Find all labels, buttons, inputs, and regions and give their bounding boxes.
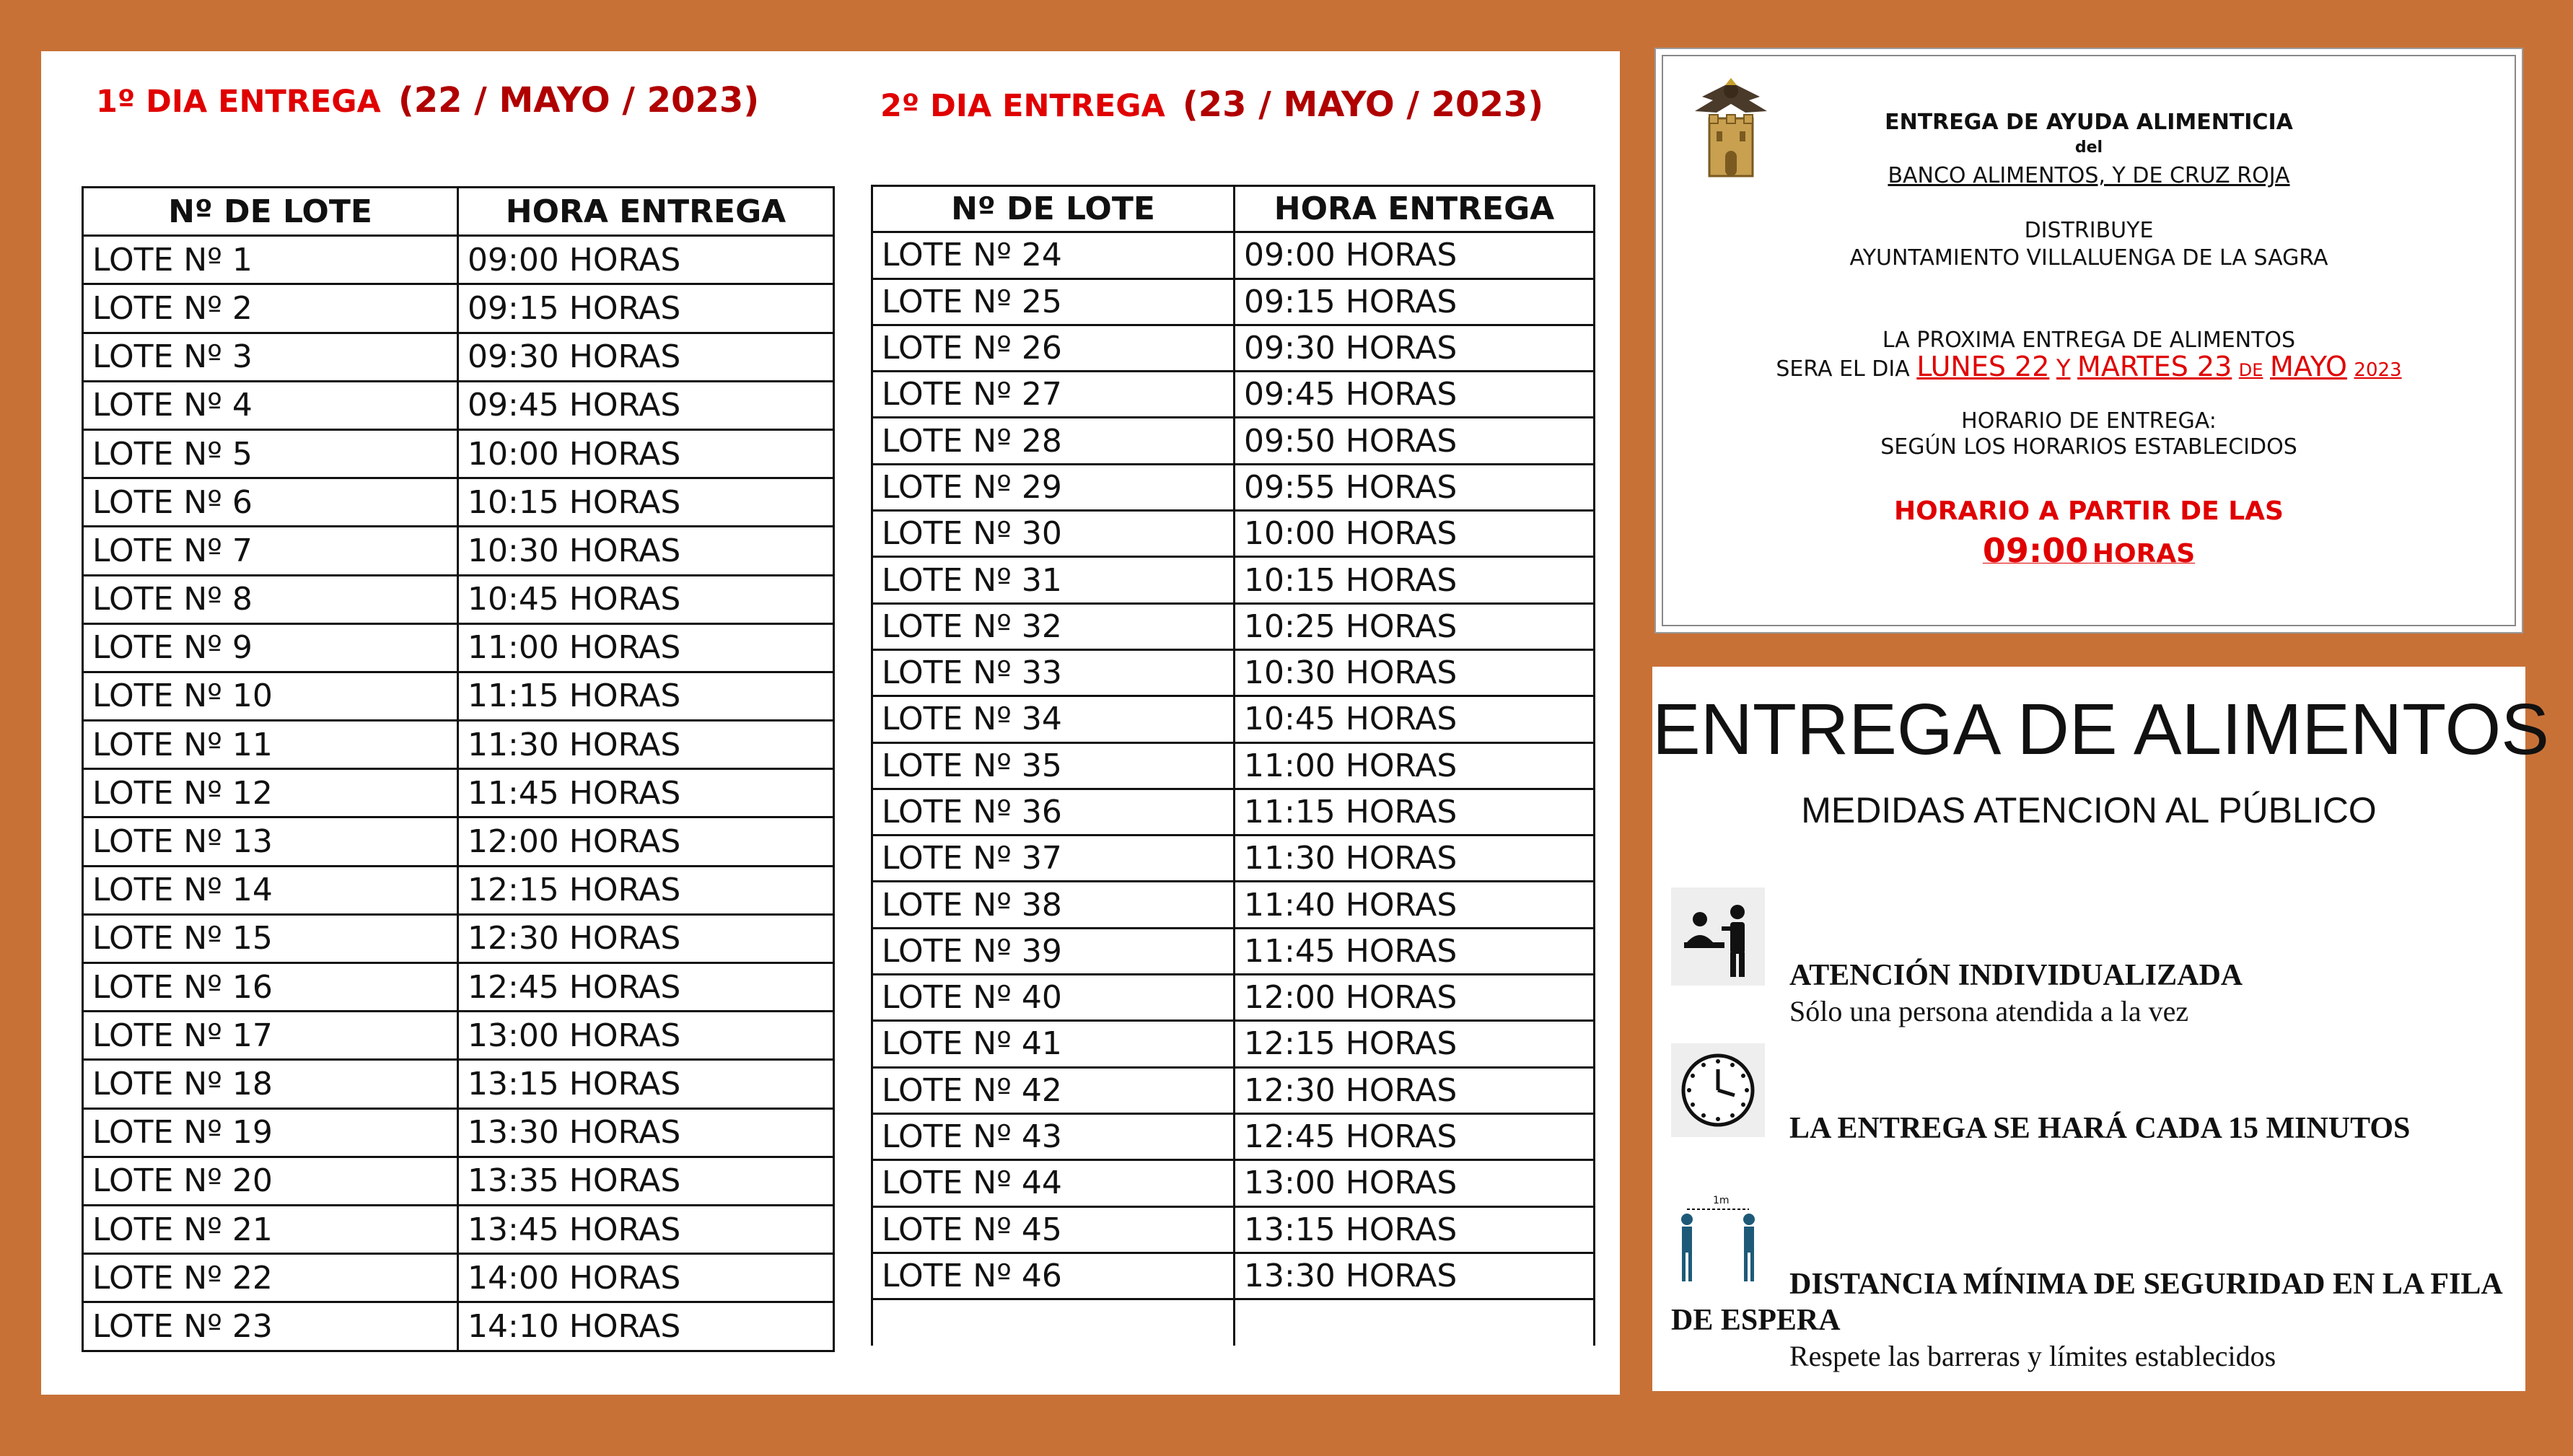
time-cell: 09:30 HORAS: [458, 333, 834, 381]
table-row: [83, 236, 834, 284]
lot-cell: LOTE Nº 32: [872, 603, 1235, 649]
notice-panel: [1654, 48, 2523, 633]
notice-date-prefix: SERA EL DIA: [1776, 356, 1910, 382]
time-cell: 12:30 HORAS: [458, 914, 834, 962]
lot-cell: LOTE Nº 34: [872, 696, 1235, 742]
lot-cell: LOTE Nº 17: [83, 1012, 458, 1060]
time-cell: 13:30 HORAS: [458, 1108, 834, 1157]
table-row: [872, 1160, 1595, 1206]
table-row: [83, 1060, 834, 1108]
table-row: [872, 975, 1595, 1021]
time-cell: 12:45 HORAS: [458, 963, 834, 1012]
notice-start-label: HORARIO A PARTIR DE LAS: [1894, 496, 2284, 526]
table-row: [83, 914, 834, 962]
lot-cell: LOTE Nº 5: [83, 429, 458, 478]
time-cell: 09:00 HORAS: [1235, 232, 1595, 279]
notice-date-year: 2023: [2354, 359, 2402, 381]
table-row: [83, 333, 834, 381]
day1-title: 1º DIA ENTREGA: [96, 84, 381, 120]
individual-attention-icon: [1671, 887, 1765, 986]
table-row: [83, 1012, 834, 1060]
table-row: [872, 1021, 1595, 1067]
table-row: [872, 1206, 1595, 1253]
measure1-heading: ATENCIÓN INDIVIDUALIZADA: [1789, 959, 2243, 992]
time-cell: 14:10 HORAS: [458, 1302, 834, 1351]
lot-cell: LOTE Nº 38: [872, 882, 1235, 928]
table-row: [872, 557, 1595, 603]
day2-title: 2º DIA ENTREGA: [880, 88, 1165, 124]
time-cell: 13:35 HORAS: [458, 1157, 834, 1205]
time-cell: 10:00 HORAS: [1235, 511, 1595, 557]
table-row: [872, 372, 1595, 418]
time-cell: 13:45 HORAS: [458, 1205, 834, 1253]
notice-delivery-dates: [1656, 351, 2522, 382]
lot-cell: LOTE Nº 42: [872, 1067, 1235, 1113]
lot-cell: LOTE Nº 16: [83, 963, 458, 1012]
lot-cell: LOTE Nº 39: [872, 928, 1235, 974]
time-cell: 09:00 HORAS: [458, 236, 834, 284]
time-cell: 11:40 HORAS: [1235, 882, 1595, 928]
day2-schedule-table: [871, 185, 1595, 1346]
time-cell: 09:55 HORAS: [1235, 464, 1595, 510]
measures-panel: [1652, 667, 2549, 1391]
time-cell: 11:15 HORAS: [1235, 789, 1595, 835]
table-row: [83, 769, 834, 817]
day1-date: (22 / MAYO / 2023): [398, 80, 760, 120]
measures-subtitle: MEDIDAS ATENCION AL PÚBLICO: [1801, 790, 2377, 830]
table-row: [872, 1299, 1595, 1346]
table-row: [872, 882, 1595, 928]
lot-cell: LOTE Nº 11: [83, 721, 458, 769]
lot-cell: [872, 1299, 1235, 1346]
lot-cell: LOTE Nº 43: [872, 1113, 1235, 1159]
time-cell: 11:30 HORAS: [458, 721, 834, 769]
notice-start-hour: 09:00: [1982, 531, 2089, 570]
table-row: [872, 649, 1595, 696]
lot-cell: LOTE Nº 19: [83, 1108, 458, 1157]
social-distance-icon: [1671, 1192, 1765, 1286]
lot-cell: LOTE Nº 9: [83, 623, 458, 672]
table-row: [872, 603, 1595, 649]
column-header-time: HORA ENTREGA: [1235, 186, 1595, 232]
table-row: [83, 721, 834, 769]
notice-next-delivery: LA PROXIMA ENTREGA DE ALIMENTOS: [1882, 328, 2296, 353]
table-row: [872, 325, 1595, 371]
lot-cell: LOTE Nº 18: [83, 1060, 458, 1108]
measure3-detail: Respete las barreras y límites establecidos: [1789, 1340, 2276, 1372]
table-row: [872, 1253, 1595, 1299]
table-row: [83, 575, 834, 623]
table-header-row: [83, 188, 834, 236]
table-row: [83, 672, 834, 720]
table-row: [83, 623, 834, 672]
table-row: [83, 1108, 834, 1157]
time-cell: 10:15 HORAS: [458, 478, 834, 527]
lot-cell: LOTE Nº 7: [83, 527, 458, 575]
notice-schedule-label: HORARIO DE ENTREGA:: [1961, 408, 2217, 434]
time-cell: 12:15 HORAS: [458, 866, 834, 914]
lot-cell: LOTE Nº 40: [872, 975, 1235, 1021]
lot-cell: LOTE Nº 41: [872, 1021, 1235, 1067]
measure2-heading: LA ENTREGA SE HARÁ CADA 15 MINUTOS: [1789, 1112, 2411, 1145]
lot-cell: LOTE Nº 12: [83, 769, 458, 817]
time-cell: 12:15 HORAS: [1235, 1021, 1595, 1067]
table-row: [83, 429, 834, 478]
time-cell: 10:15 HORAS: [1235, 557, 1595, 603]
table-row: [83, 817, 834, 866]
column-header-lot: Nº DE LOTE: [872, 186, 1235, 232]
time-cell: 09:15 HORAS: [458, 284, 834, 333]
time-cell: 11:45 HORAS: [1235, 928, 1595, 974]
lot-cell: LOTE Nº 36: [872, 789, 1235, 835]
time-cell: 10:00 HORAS: [458, 429, 834, 478]
lot-cell: LOTE Nº 31: [872, 557, 1235, 603]
two-people-distance-icon: [1671, 1192, 1765, 1286]
time-cell: 12:45 HORAS: [1235, 1113, 1595, 1159]
clock-icon-box: [1671, 1043, 1765, 1137]
notice-distribute: DISTRIBUYE: [2024, 218, 2154, 243]
table-row: [872, 928, 1595, 974]
lot-cell: LOTE Nº 2: [83, 284, 458, 333]
column-header-time: HORA ENTREGA: [458, 188, 834, 236]
lot-cell: LOTE Nº 3: [83, 333, 458, 381]
lot-cell: LOTE Nº 6: [83, 478, 458, 527]
time-cell: 12:00 HORAS: [1235, 975, 1595, 1021]
schedule-panel: [41, 51, 1620, 1395]
table-row: [872, 464, 1595, 510]
time-cell: 09:15 HORAS: [1235, 279, 1595, 325]
time-cell: 11:15 HORAS: [458, 672, 834, 720]
day2-heading: [880, 84, 1543, 125]
time-cell: 11:30 HORAS: [1235, 836, 1595, 882]
time-cell: 13:00 HORAS: [458, 1012, 834, 1060]
notice-municipality: AYUNTAMIENTO VILLALUENGA DE LA SAGRA: [1849, 245, 2328, 271]
time-cell: [1235, 1299, 1595, 1346]
time-cell: 09:45 HORAS: [1235, 372, 1595, 418]
notice-date-month: MAYO: [2270, 351, 2347, 382]
table-row: [83, 478, 834, 527]
time-cell: 11:00 HORAS: [1235, 742, 1595, 789]
notice-start-time: [1656, 531, 2522, 570]
measure1-detail: Sólo una persona atendida a la vez: [1789, 995, 2189, 1027]
lot-cell: LOTE Nº 33: [872, 649, 1235, 696]
table-row: [872, 279, 1595, 325]
notice-title: ENTREGA DE AYUDA ALIMENTICIA: [1885, 110, 2293, 135]
person-at-counter-icon: [1671, 887, 1765, 986]
notice-date-day2: MARTES 23: [2077, 351, 2232, 382]
table-header-row: [872, 186, 1595, 232]
table-row: [872, 696, 1595, 742]
lot-cell: LOTE Nº 44: [872, 1160, 1235, 1206]
time-cell: 11:00 HORAS: [458, 623, 834, 672]
clock-icon: [1671, 1043, 1765, 1137]
time-cell: 10:25 HORAS: [1235, 603, 1595, 649]
table-row: [83, 1205, 834, 1253]
time-cell: 11:45 HORAS: [458, 769, 834, 817]
lot-cell: LOTE Nº 29: [872, 464, 1235, 510]
measure3-heading-cont: DE ESPERA: [1671, 1304, 1841, 1337]
time-cell: 13:15 HORAS: [1235, 1206, 1595, 1253]
notice-start-unit: HORAS: [2092, 539, 2196, 569]
measure3-heading: DISTANCIA MÍNIMA DE SEGURIDAD EN LA FILA: [1789, 1268, 2503, 1301]
time-cell: 09:45 HORAS: [458, 381, 834, 429]
lot-cell: LOTE Nº 30: [872, 511, 1235, 557]
notice-schedule-value: SEGÚN LOS HORARIOS ESTABLECIDOS: [1880, 434, 2297, 460]
table-row: [872, 789, 1595, 835]
lot-cell: LOTE Nº 20: [83, 1157, 458, 1205]
lot-cell: LOTE Nº 4: [83, 381, 458, 429]
table-row: [872, 742, 1595, 789]
time-cell: 12:00 HORAS: [458, 817, 834, 866]
lot-cell: LOTE Nº 24: [872, 232, 1235, 279]
time-cell: 13:00 HORAS: [1235, 1160, 1595, 1206]
notice-del: del: [2074, 139, 2103, 157]
lot-cell: LOTE Nº 27: [872, 372, 1235, 418]
notice-organizations: BANCO ALIMENTOS, Y DE CRUZ ROJA: [1888, 163, 2290, 188]
table-row: [872, 836, 1595, 882]
table-row: [83, 963, 834, 1012]
lot-cell: LOTE Nº 37: [872, 836, 1235, 882]
table-row: [83, 1157, 834, 1205]
notice-date-de: DE: [2238, 360, 2263, 380]
table-row: [872, 1067, 1595, 1113]
time-cell: 13:30 HORAS: [1235, 1253, 1595, 1299]
time-cell: 14:00 HORAS: [458, 1254, 834, 1302]
lot-cell: LOTE Nº 23: [83, 1302, 458, 1351]
lot-cell: LOTE Nº 8: [83, 575, 458, 623]
lot-cell: LOTE Nº 25: [872, 279, 1235, 325]
lot-cell: LOTE Nº 10: [83, 672, 458, 720]
time-cell: 09:30 HORAS: [1235, 325, 1595, 371]
time-cell: 10:30 HORAS: [1235, 649, 1595, 696]
time-cell: 09:50 HORAS: [1235, 418, 1595, 464]
distance-label: 1m: [1713, 1195, 1730, 1206]
table-row: [872, 1113, 1595, 1159]
notice-date-and: Y: [2056, 354, 2071, 382]
time-cell: 10:45 HORAS: [458, 575, 834, 623]
time-cell: 10:45 HORAS: [1235, 696, 1595, 742]
lot-cell: LOTE Nº 28: [872, 418, 1235, 464]
table-row: [872, 511, 1595, 557]
lot-cell: LOTE Nº 1: [83, 236, 458, 284]
column-header-lot: Nº DE LOTE: [83, 188, 458, 236]
table-row: [83, 527, 834, 575]
lot-cell: LOTE Nº 13: [83, 817, 458, 866]
table-row: [872, 232, 1595, 279]
table-row: [83, 1254, 834, 1302]
time-cell: 12:30 HORAS: [1235, 1067, 1595, 1113]
measures-title: ENTREGA DE ALIMENTOS: [1652, 689, 2549, 770]
day2-date: (23 / MAYO / 2023): [1182, 84, 1544, 125]
lot-cell: LOTE Nº 15: [83, 914, 458, 962]
table-row: [83, 284, 834, 333]
notice-date-day1: LUNES 22: [1916, 351, 2050, 382]
lot-cell: LOTE Nº 26: [872, 325, 1235, 371]
lot-cell: LOTE Nº 21: [83, 1205, 458, 1253]
lot-cell: LOTE Nº 45: [872, 1206, 1235, 1253]
day1-schedule-table: [82, 186, 835, 1352]
time-cell: 13:15 HORAS: [458, 1060, 834, 1108]
day1-heading: [96, 80, 759, 120]
lot-cell: LOTE Nº 14: [83, 866, 458, 914]
lot-cell: LOTE Nº 35: [872, 742, 1235, 789]
lot-cell: LOTE Nº 22: [83, 1254, 458, 1302]
lot-cell: LOTE Nº 46: [872, 1253, 1235, 1299]
time-cell: 10:30 HORAS: [458, 527, 834, 575]
table-row: [83, 381, 834, 429]
table-row: [872, 418, 1595, 464]
table-row: [83, 1302, 834, 1351]
table-row: [83, 866, 834, 914]
